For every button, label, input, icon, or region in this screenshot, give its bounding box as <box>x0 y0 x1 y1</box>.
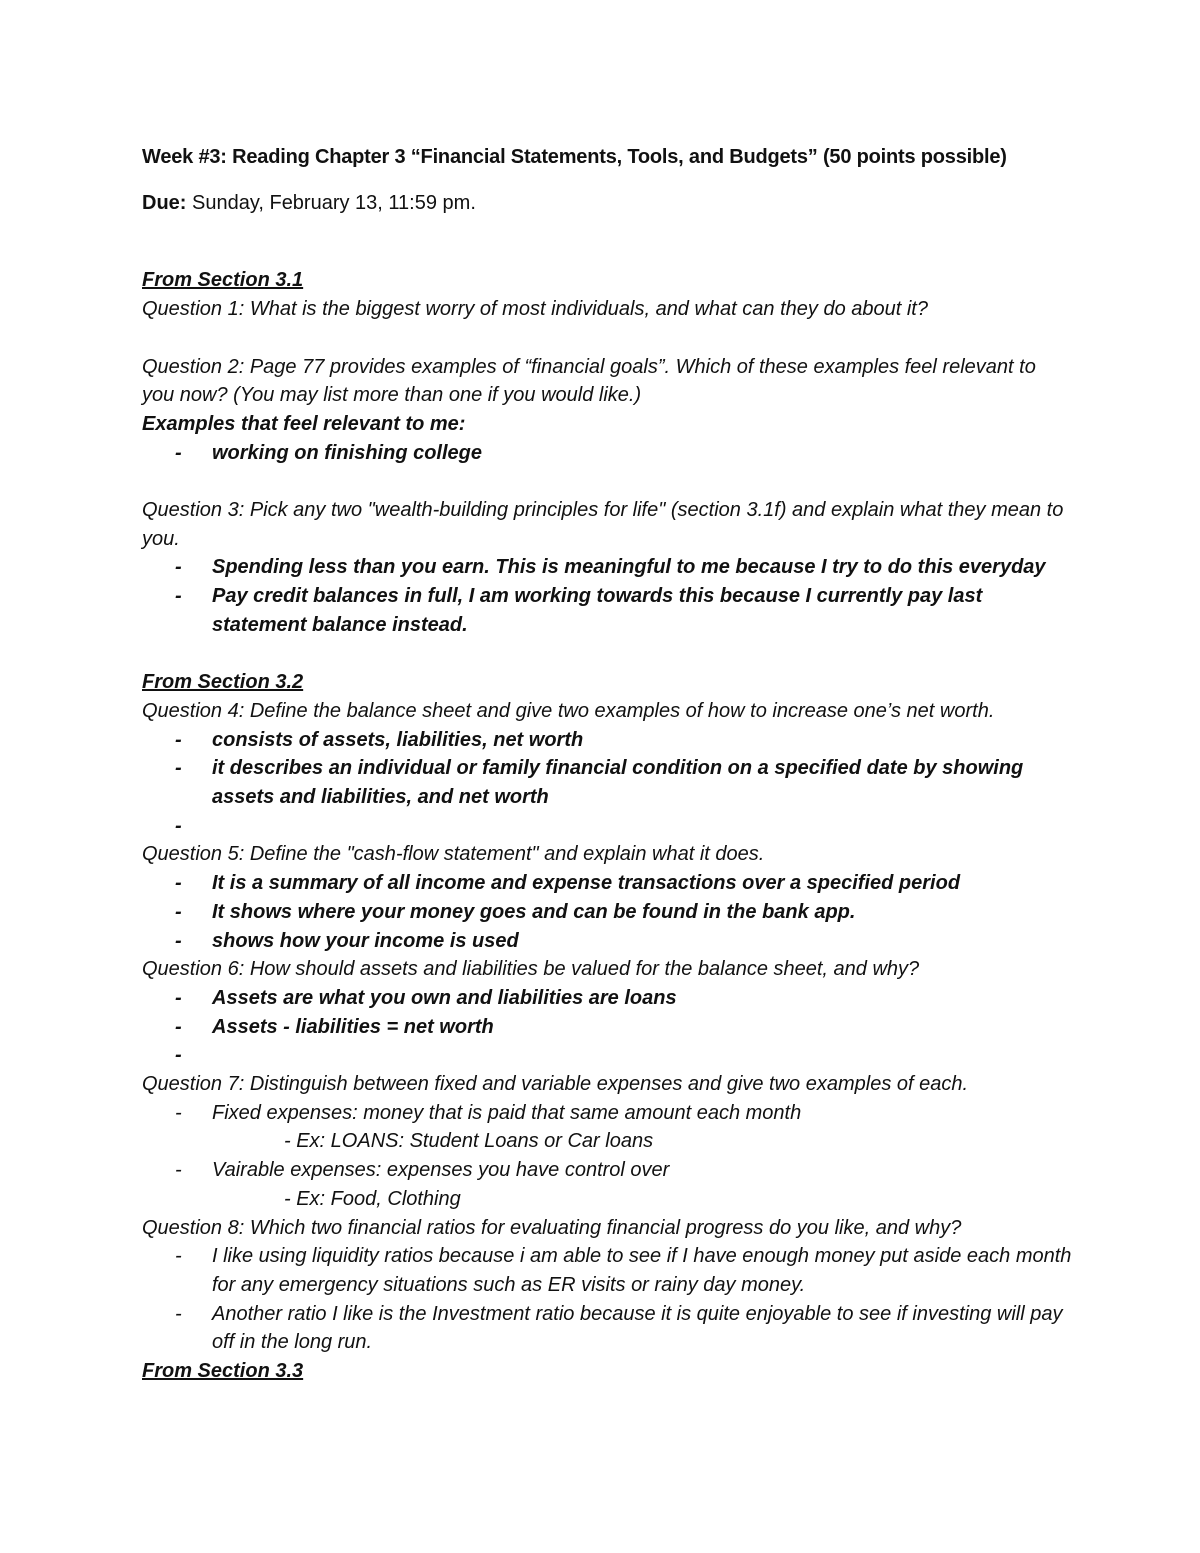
answer-text: working on finishing college <box>212 441 483 464</box>
bullet-dash: - <box>175 900 182 923</box>
question-5: Question 5: Define the "cash-flow statement" and explain what it does. <box>142 843 765 866</box>
bullet-dash: - <box>175 441 182 464</box>
question-2-answers <box>142 439 1072 468</box>
list-item <box>142 984 1072 1013</box>
bullet-dash: - <box>175 585 182 608</box>
answer-text: it describes an individual or family financial condition on a specified date by showing assets and liabilities, and net worth <box>212 757 1024 809</box>
bullet-dash: - <box>175 728 182 751</box>
list-item <box>142 582 1072 639</box>
bullet-dash: - <box>175 757 182 780</box>
question-7: Question 7: Distinguish between fixed and variable expenses and give two examples of each. <box>142 1073 969 1096</box>
answer-text: Assets - liabilities = net worth <box>212 1015 494 1038</box>
document-body <box>142 143 1072 1386</box>
list-item <box>142 812 1072 841</box>
list-item <box>142 1099 1072 1128</box>
list-item <box>142 726 1072 755</box>
answer-text: shows how your income is used <box>212 929 519 952</box>
bullet-dash: - <box>175 872 182 895</box>
list-item <box>142 754 1072 811</box>
bullet-dash: - <box>175 1159 182 1182</box>
example-line: - Ex: Food, Clothing <box>284 1187 461 1210</box>
question-3: Question 3: Pick any two "wealth-building principles for life" (section 3.1f) and explain what they mean to you. <box>142 499 1064 550</box>
answer-text: Another ratio I like is the Investment ratio because it is quite enjoyable to see if investing will pay off in the long run. <box>212 1302 1063 1354</box>
bullet-dash: - <box>175 1101 182 1124</box>
bullet-dash: - <box>175 929 182 952</box>
bullet-dash: - <box>175 1245 182 1268</box>
question-8-answers <box>142 1242 1072 1357</box>
question-4: Question 4: Define the balance sheet and give two examples of how to increase one’s net worth. <box>142 699 995 722</box>
spacer <box>142 467 1072 496</box>
example-line: - Ex: LOANS: Student Loans or Car loans <box>284 1130 654 1153</box>
question-6-answers <box>142 984 1072 1070</box>
due-label: Due: <box>142 191 187 214</box>
list-item <box>142 927 1072 956</box>
section-heading-3-2: From Section 3.2 <box>142 671 304 694</box>
bullet-dash: - <box>175 1044 182 1067</box>
bullet-dash: - <box>175 1015 182 1038</box>
list-item <box>142 553 1072 582</box>
bullet-dash: - <box>175 814 182 837</box>
bullet-dash: - <box>175 986 182 1009</box>
answer-text: It shows where your money goes and can be found in the bank app. <box>212 900 856 923</box>
list-item <box>142 869 1072 898</box>
spacer <box>142 324 1072 353</box>
section-heading-3-3: From Section 3.3 <box>142 1360 304 1383</box>
list-item <box>142 898 1072 927</box>
answer-text: Pay credit balances in full, I am working towards this because I currently pay last statement balance instead. <box>212 585 983 636</box>
question-6: Question 6: How should assets and liabilities be valued for the balance sheet, and why? <box>142 958 920 981</box>
question-3-answers <box>142 553 1072 639</box>
answer-text: Fixed expenses: money that is paid that same amount each month <box>212 1101 802 1124</box>
answer-text: Assets are what you own and liabilities are loans <box>212 986 677 1009</box>
answer-text: Vairable expenses: expenses you have control over <box>212 1159 670 1182</box>
spacer <box>142 640 1072 669</box>
list-item <box>142 1156 1072 1185</box>
question-8: Question 8: Which two financial ratios for evaluating financial progress do you like, and why? <box>142 1216 962 1239</box>
bullet-dash: - <box>175 556 182 579</box>
answer-text: consists of assets, liabilities, net worth <box>212 728 584 751</box>
list-item <box>142 1242 1072 1299</box>
document-title: Week #3: Reading Chapter 3 “Financial Statements, Tools, and Budgets” (50 points possible) <box>142 146 1007 168</box>
question-4-answers <box>142 726 1072 841</box>
list-item <box>142 1013 1072 1042</box>
due-date-line <box>142 189 1072 218</box>
due-value: Sunday, February 13, 11:59 pm. <box>186 191 476 214</box>
list-item <box>142 439 1072 468</box>
answer-text: Spending less than you earn. This is meaningful to me because I try to do this everyday <box>212 556 1046 579</box>
question-1: Question 1: What is the biggest worry of most individuals, and what can they do about it? <box>142 298 928 321</box>
bullet-dash: - <box>175 1302 182 1325</box>
answer-text: I like using liquidity ratios because i am able to see if I have enough money put aside each month for any emergency situations such as ER visits or rainy day money. <box>212 1245 1072 1296</box>
answer-text: It is a summary of all income and expense transactions over a specified period <box>212 872 961 895</box>
question-2: Question 2: Page 77 provides examples of “financial goals”. Which of these examples feel relevant to you now? (You may list more than one if you would like.) <box>142 355 1036 407</box>
question-2-answer-lead: Examples that feel relevant to me: <box>142 412 466 435</box>
spacer <box>142 217 1072 266</box>
list-item <box>142 1300 1072 1357</box>
question-7-answers <box>142 1099 1072 1128</box>
section-heading-3-1: From Section 3.1 <box>142 269 304 292</box>
question-7-answers-variable <box>142 1156 1072 1185</box>
list-item <box>142 1041 1072 1070</box>
question-5-answers <box>142 869 1072 955</box>
